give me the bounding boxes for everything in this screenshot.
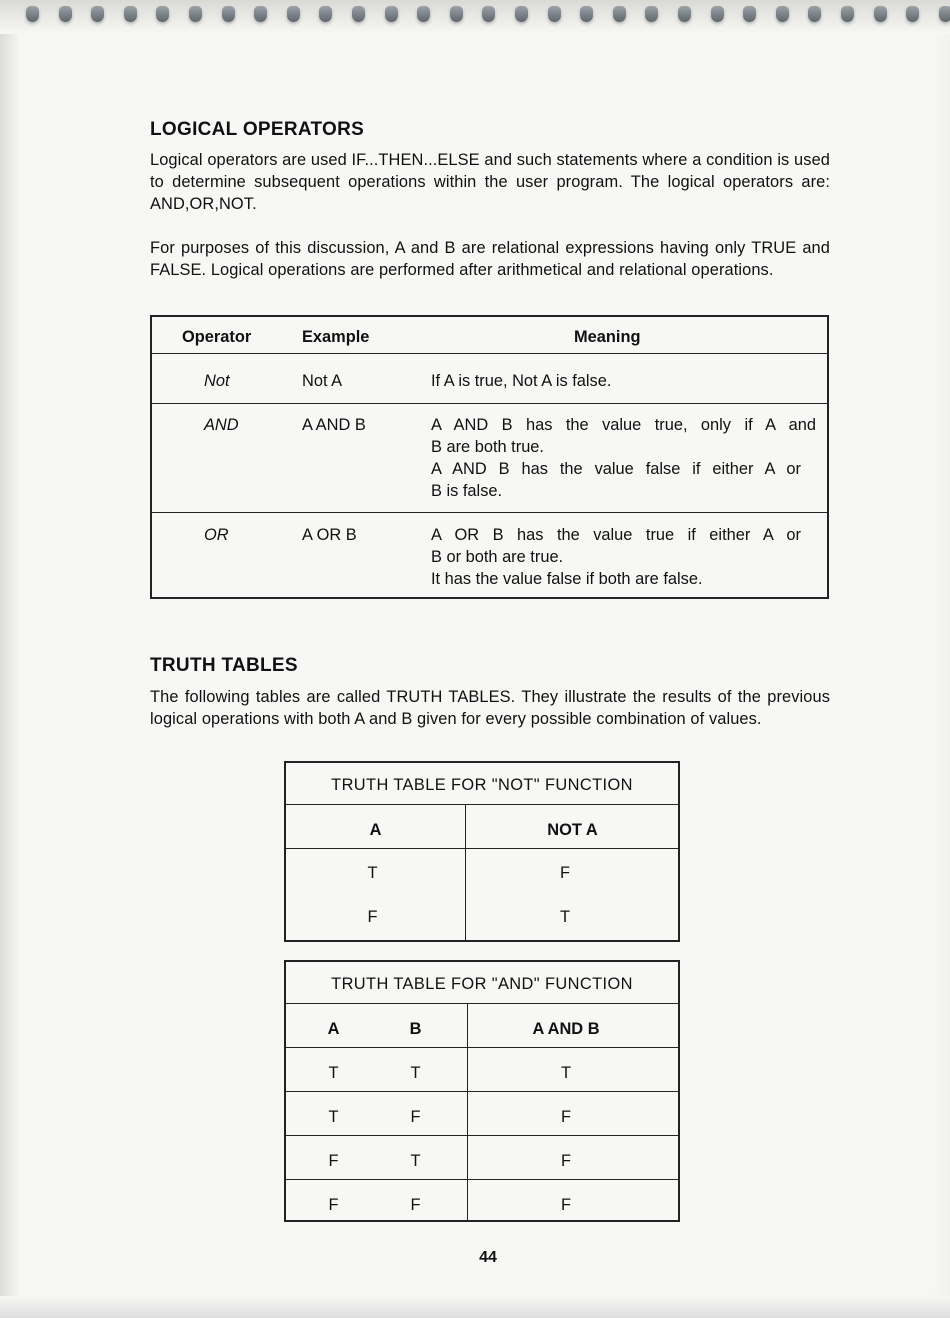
logical-operators-table — [150, 315, 829, 599]
table-line — [286, 848, 678, 849]
and-cell: F — [560, 1152, 571, 1170]
and-truth-table — [284, 960, 680, 1222]
binding-ring — [319, 6, 332, 22]
and-cell: F — [410, 1108, 421, 1126]
binding-ring — [59, 6, 72, 22]
and-header-a: A — [327, 1020, 340, 1038]
and-cell: T — [410, 1152, 421, 1170]
meaning-and-line-4: B is false. — [431, 482, 503, 500]
not-table-title: TRUTH TABLE FOR "NOT" FUNCTION — [331, 776, 633, 794]
spiral-binding — [0, 0, 950, 34]
meaning-or-line-2: B or both are true. — [431, 548, 564, 566]
binding-ring — [26, 6, 39, 22]
binding-ring — [515, 6, 528, 22]
binding-ring — [254, 6, 267, 22]
meaning-and-line-1: A AND B has the value true, only if A and — [431, 416, 816, 434]
example-or: A OR B — [302, 526, 357, 544]
and-cell: T — [328, 1108, 339, 1126]
section-heading-truth-tables: TRUTH TABLES — [150, 655, 298, 676]
table-line — [286, 1135, 678, 1136]
table-line — [286, 1091, 678, 1092]
binding-ring — [808, 6, 821, 22]
and-cell: F — [560, 1196, 571, 1214]
binding-ring — [711, 6, 724, 22]
header-meaning: Meaning — [574, 328, 641, 346]
table-line — [286, 804, 678, 805]
binding-ring — [906, 6, 919, 22]
and-cell: F — [410, 1196, 421, 1214]
page-bottom-edge — [0, 1296, 950, 1318]
meaning-and-line-2: B are both true. — [431, 438, 544, 456]
and-cell: T — [560, 1064, 571, 1082]
binding-ring — [580, 6, 593, 22]
binding-ring — [222, 6, 235, 22]
and-cell: T — [328, 1064, 339, 1082]
truth-tables-paragraph: The following tables are called TRUTH TABLES. They illustrate the results of the previous logical operations with both A and B given for every possible combination of values. — [150, 688, 830, 728]
binding-ring — [776, 6, 789, 22]
binding-ring — [91, 6, 104, 22]
binding-ring — [417, 6, 430, 22]
row-divider — [152, 403, 827, 404]
and-cell: F — [328, 1196, 339, 1214]
table-line — [286, 1047, 678, 1048]
table-line — [467, 1003, 468, 1222]
binding-ring — [385, 6, 398, 22]
and-table-title: TRUTH TABLE FOR "AND" FUNCTION — [331, 975, 633, 993]
operator-or: OR — [204, 526, 229, 544]
binding-ring — [189, 6, 202, 22]
binding-ring — [613, 6, 626, 22]
binding-ring — [743, 6, 756, 22]
and-cell: F — [560, 1108, 571, 1126]
binding-ring — [939, 6, 950, 22]
binding-ring — [124, 6, 137, 22]
operator-not: Not — [204, 372, 230, 390]
not-header-a: A — [369, 821, 382, 839]
and-cell: T — [410, 1064, 421, 1082]
operator-and: AND — [204, 416, 239, 434]
and-header-a-and-b: A AND B — [532, 1020, 600, 1038]
logical-operators-paragraph-2: For purposes of this discussion, A and B are relational expressions having only TRUE and FALSE. Logical operations are performed after arithmetical and relational operations. — [150, 239, 830, 279]
table-line — [286, 1179, 678, 1180]
binding-ring — [678, 6, 691, 22]
logical-operators-paragraph-1: Logical operators are used IF...THEN...ELSE and such statements where a condition is used to determine subsequent operations within the user program. The logical operators are: AND,OR,NOT. — [150, 151, 830, 213]
row-divider — [152, 512, 827, 513]
and-header-b: B — [409, 1020, 422, 1038]
and-cell: F — [328, 1152, 339, 1170]
meaning-not-line-1: If A is true, Not A is false. — [431, 372, 612, 390]
meaning-or-line-3: It has the value false if both are false. — [431, 570, 703, 588]
not-cell: F — [559, 864, 570, 882]
example-and: A AND B — [302, 416, 366, 434]
not-truth-table — [284, 761, 680, 942]
not-cell: F — [367, 908, 378, 926]
binding-ring — [874, 6, 887, 22]
page-number: 44 — [479, 1249, 497, 1266]
meaning-and-line-3: A AND B has the value false if either A or — [431, 460, 801, 478]
header-example: Example — [302, 328, 370, 346]
binding-ring — [287, 6, 300, 22]
not-header-not-a: NOT A — [547, 821, 598, 839]
table-line — [286, 1003, 678, 1004]
binding-ring — [482, 6, 495, 22]
binding-ring — [450, 6, 463, 22]
not-cell: T — [559, 908, 570, 926]
header-divider — [152, 353, 827, 354]
page-left-edge — [0, 30, 18, 1318]
binding-ring — [548, 6, 561, 22]
not-cell: T — [367, 864, 378, 882]
section-heading-logical-operators: LOGICAL OPERATORS — [150, 119, 365, 140]
binding-ring — [841, 6, 854, 22]
example-not: Not A — [302, 372, 343, 390]
binding-ring — [156, 6, 169, 22]
binding-ring — [645, 6, 658, 22]
binding-ring — [352, 6, 365, 22]
header-operator: Operator — [182, 328, 252, 346]
meaning-or-line-1: A OR B has the value true if either A or — [431, 526, 801, 544]
